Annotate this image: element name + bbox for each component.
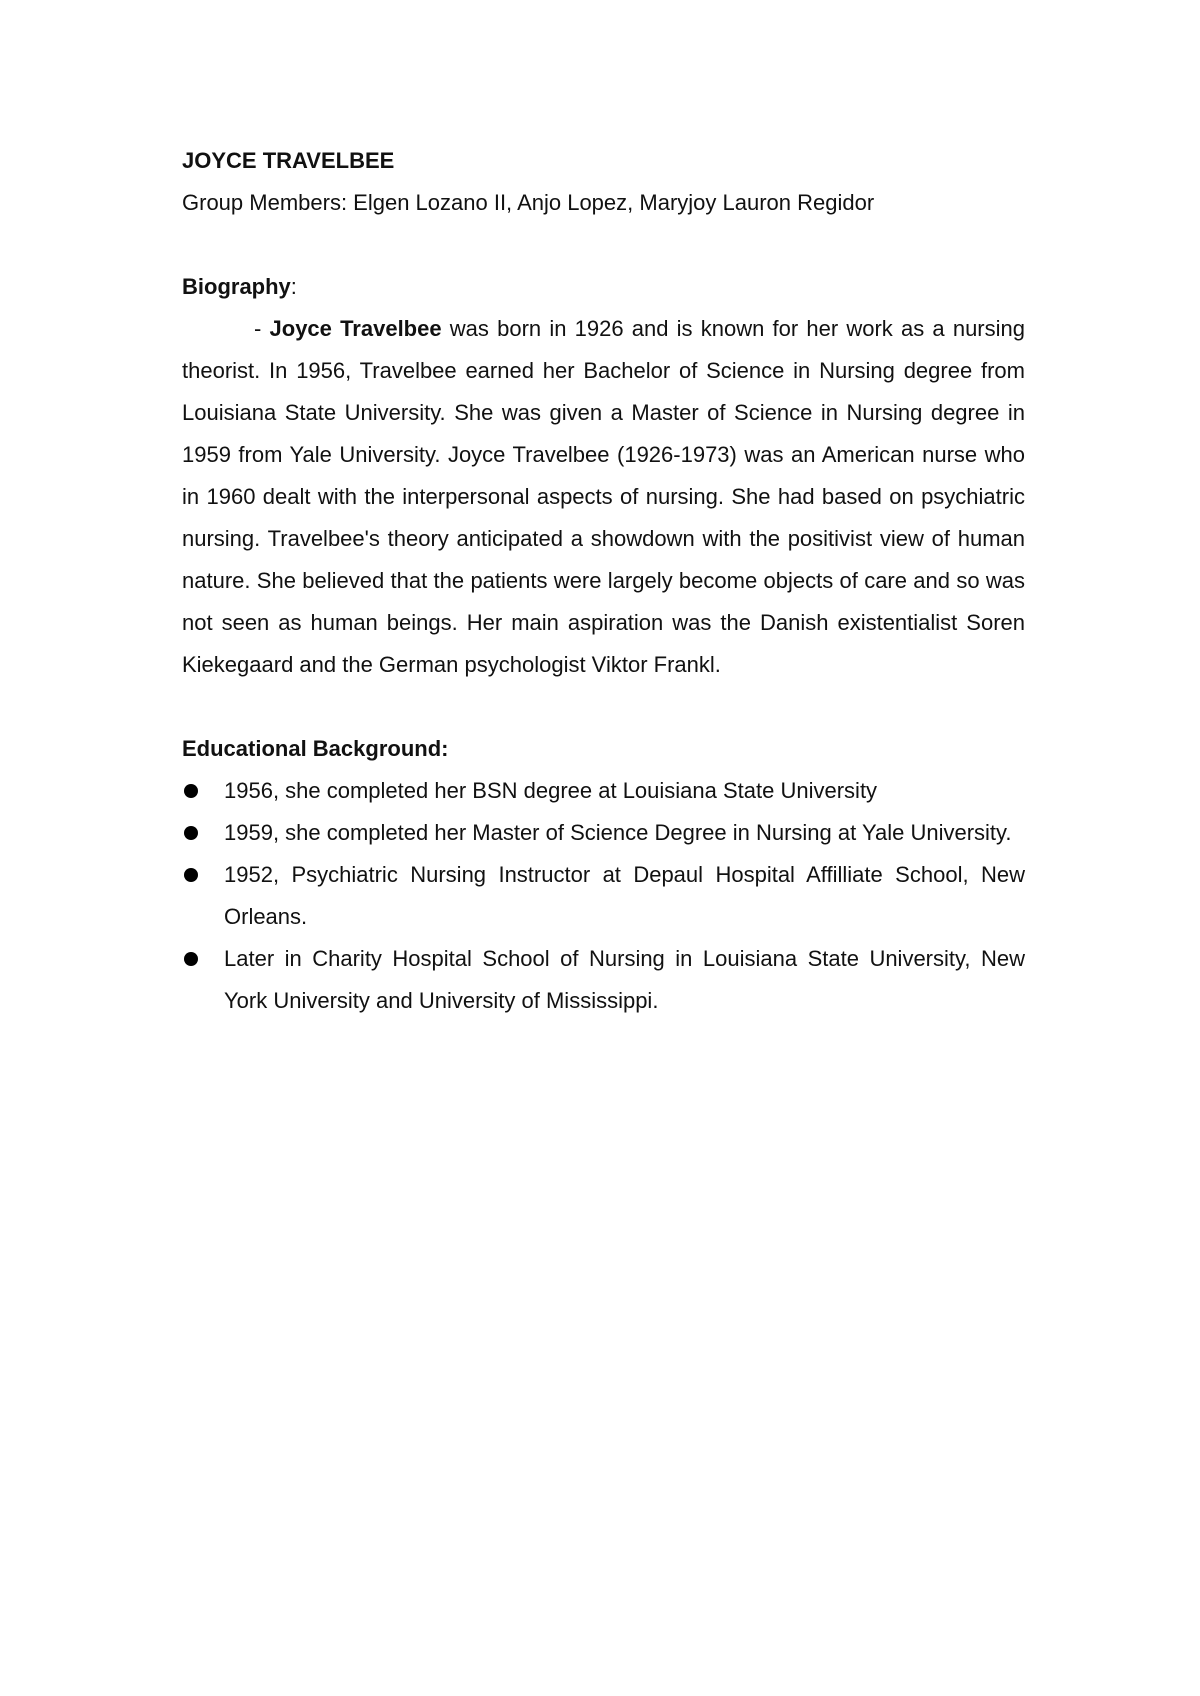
list-item: [182, 812, 1025, 854]
document-content: [182, 140, 1025, 1022]
biography-heading-colon: :: [290, 274, 297, 299]
education-heading: [182, 728, 1025, 770]
list-item-text: 1959, she completed her Master of Science Degree in Nursing at Yale University.: [224, 820, 1012, 845]
biography-dash: -: [254, 316, 270, 341]
bullet-icon: [184, 784, 198, 798]
bullet-icon: [184, 826, 198, 840]
education-list: [182, 770, 1025, 1022]
bullet-icon: [184, 952, 198, 966]
list-item: [182, 770, 1025, 812]
biography-name: Joyce Travelbee: [269, 316, 442, 341]
group-members: Group Members: Elgen Lozano II, Anjo Lopez, Maryjoy Lauron Regidor: [182, 190, 875, 215]
list-item: [182, 854, 1025, 938]
bullet-icon: [184, 868, 198, 882]
list-item-text: Later in Charity Hospital School of Nursing in Louisiana State University, New York University and University of Mississippi.: [224, 946, 1025, 1013]
biography-heading-label: Biography: [182, 274, 291, 299]
biography-text: was born in 1926 and is known for her work as a nursing theorist. In 1956, Travelbee earned her Bachelor of Science in Nursing degree from Louisiana State University. She was given a Master of Science in Nursing degree in 1959 from Yale University. Joyce Travelbee (1926-1973) was an American nurse who in 1960 dealt with the interpersonal aspects of nursing. She had based on psychiatric nursing. Travelbee's theory anticipated a showdown with the positivist view of human nature. She believed that the patients were largely become objects of care and so was not seen as human beings. Her main aspiration was the Danish existentialist Soren Kiekegaard and the German psychologist Viktor Frankl.: [182, 316, 1025, 677]
biography-heading: [182, 266, 1025, 308]
list-item: [182, 938, 1025, 1022]
education-heading-label: Educational Background:: [182, 736, 449, 761]
document-title: JOYCE TRAVELBEE: [182, 148, 395, 173]
list-item-text: 1952, Psychiatric Nursing Instructor at Depaul Hospital Affilliate School, New Orleans.: [224, 862, 1025, 929]
biography-paragraph: [182, 308, 1025, 686]
list-item-text: 1956, she completed her BSN degree at Louisiana State University: [224, 778, 878, 803]
